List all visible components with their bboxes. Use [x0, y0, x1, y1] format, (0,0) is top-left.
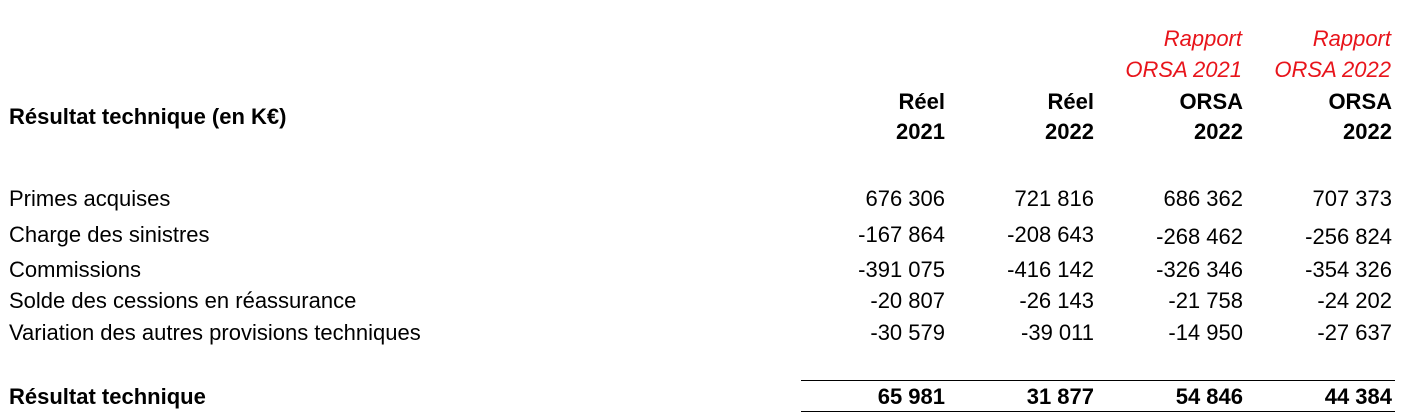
table-cell: 707 373 — [1312, 186, 1392, 211]
table-cell: -256 824 — [1305, 224, 1392, 249]
column-header-orsa-2021-line1: ORSA — [1179, 89, 1243, 114]
column-header-reel-2022-line1: Réel — [1047, 89, 1094, 114]
total-cell: 65 981 — [877, 384, 945, 409]
table-cell: -21 758 — [1168, 288, 1243, 313]
column-note-orsa-2021-line2: ORSA 2021 — [1125, 57, 1242, 82]
row-label-commissions: Commissions — [9, 257, 142, 282]
table-cell: -268 462 — [1156, 224, 1243, 249]
column-header-orsa-2021-line2: 2022 — [1194, 119, 1243, 144]
column-note-orsa-2021-line1: Rapport — [1163, 26, 1242, 51]
table-cell: -27 637 — [1317, 320, 1392, 345]
table-cell: -416 142 — [1007, 257, 1094, 282]
column-note-orsa-2022-line1: Rapport — [1312, 26, 1391, 51]
total-row-label: Résultat technique — [9, 384, 206, 409]
column-header-reel-2021-line2: 2021 — [896, 119, 945, 144]
row-label-variation-autres-provisions: Variation des autres provisions techniques — [9, 320, 421, 345]
table-cell: -354 326 — [1305, 257, 1392, 282]
table-cell: -391 075 — [858, 257, 945, 282]
row-label-primes-acquises: Primes acquises — [9, 186, 171, 211]
total-cell: 44 384 — [1324, 384, 1392, 409]
total-cell: 31 877 — [1026, 384, 1094, 409]
table-cell: -20 807 — [870, 288, 945, 313]
table-cell: 676 306 — [865, 186, 945, 211]
table-title: Résultat technique (en K€) — [9, 104, 287, 129]
table-cell: -24 202 — [1317, 288, 1392, 313]
total-top-rule — [801, 380, 1395, 381]
column-note-orsa-2022-line2: ORSA 2022 — [1274, 57, 1391, 82]
column-header-reel-2021-line1: Réel — [898, 89, 945, 114]
row-label-charge-des-sinistres: Charge des sinistres — [9, 222, 210, 247]
table-cell: -39 011 — [1021, 320, 1094, 345]
table-cell: 686 362 — [1163, 186, 1243, 211]
table-cell: -167 864 — [858, 222, 945, 247]
table-cell: 721 816 — [1014, 186, 1094, 211]
total-cell: 54 846 — [1175, 384, 1243, 409]
column-header-orsa-2022-line1: ORSA — [1328, 89, 1392, 114]
row-label-solde-des-cessions: Solde des cessions en réassurance — [9, 288, 357, 313]
column-header-orsa-2022-line2: 2022 — [1343, 119, 1392, 144]
column-header-reel-2022-line2: 2022 — [1045, 119, 1094, 144]
table-cell: -326 346 — [1156, 257, 1243, 282]
table-cell: -14 950 — [1168, 320, 1243, 345]
table-cell: -30 579 — [870, 320, 945, 345]
total-bottom-rule — [801, 411, 1395, 412]
table-cell: -26 143 — [1019, 288, 1094, 313]
table-cell: -208 643 — [1007, 222, 1094, 247]
